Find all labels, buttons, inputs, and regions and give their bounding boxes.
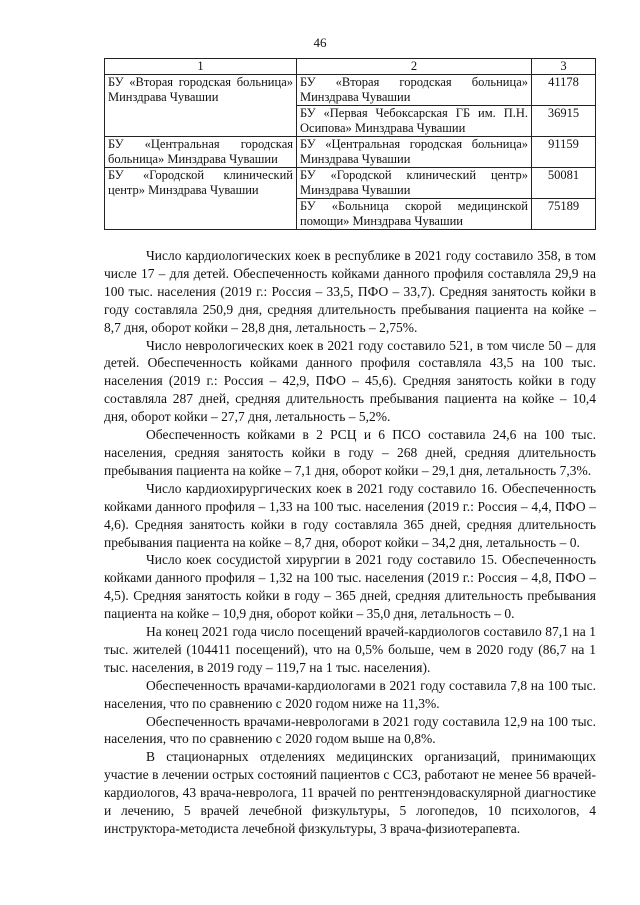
paragraph-neurology-beds: Число неврологических коек в 2021 году составило 521, в том числе 50 – для детей. Обеспеченность койками данного профиля составляла 43,5 на 100 тыс. населения (2019 г.: Россия – 42,9, ПФО – 45,6). Средняя занятость койки в году составляла 287 дней, средняя длительность пребывания пациента на койке – 10,4 дня, оборот койки – 27,7 дня, летальность – 5,2%. [104,337,596,425]
table-row [105,75,596,106]
table-cell-value: 75189 [532,199,596,230]
table-header-cell: 2 [297,59,532,75]
table-cell-value: 41178 [532,75,596,106]
table-row [105,137,596,168]
paragraph-cardiosurgery-beds: Число кардиохирургических коек в 2021 году составило 16. Обеспеченность койками данного профиля – 1,33 на 100 тыс. населения (2019 г.: Россия – 4,4, ПФО – 4,6). Средняя занятость койки в году составляла 365 дней, средняя длительность пребывания пациента на койке – 8,7 дня, оборот койки – 34,2 дня, летальность – 0. [104,480,596,550]
table-cell-value: 36915 [532,106,596,137]
table-cell-organization: БУ «Вторая городская больница» Минздрава Чувашии [297,75,532,106]
table-cell-organization: БУ «Первая Чебоксарская ГБ им. П.Н. Осипова» Минздрава Чувашии [297,106,532,137]
body-text [104,247,596,838]
table-row [105,106,596,137]
table-cell-group: БУ «Вторая городская больница» Минздрава Чувашии [105,75,297,106]
paragraph-cardiologist-staffing: Обеспеченность врачами-кардиологами в 2021 году составила 7,8 на 100 тыс. населения, что по сравнению с 2020 годом ниже на 11,3%. [104,677,596,711]
paragraph-inpatient-staff: В стационарных отделениях медицинских организаций, принимающих участие в лечении острых состояний пациентов с ССЗ, работают не менее 56 врачей-кардиологов, 43 врача-невролога, 11 врачей по рентгенэндоваскулярной диагностике и лечению, 5 врачей лечебной физкультуры, 5 логопедов, 10 психологов, 4 инструктора-методиста лечебной физкультуры, 3 врача-физиотерапевта. [104,749,596,836]
table-cell-group [105,106,297,137]
table-cell-organization: БУ «Центральная городская больница» Минздрава Чувашии [297,137,532,168]
table-cell-group [105,199,297,230]
table-cell-organization: БУ «Городской клинический центр» Минздрава Чувашии [297,168,532,199]
table-cell-group: БУ «Городской клинический центр» Минздрава Чувашии [105,168,297,199]
paragraph-neurologist-staffing: Обеспеченность врачами-неврологами в 2021 году составила 12,9 на 100 тыс. населения, что по сравнению с 2020 годом выше на 0,8%. [104,713,596,747]
table-row [105,168,596,199]
table-header-cell: 3 [532,59,596,75]
hospitals-table [104,58,596,230]
page-number: 46 [313,35,327,50]
paragraph-vascular-surgery-beds: Число коек сосудистой хирургии в 2021 году составило 15. Обеспеченность койками данного профиля – 1,32 на 100 тыс. населения (2019 г.: Россия – 4,8, ПФО – 4,5). Средняя занятость койки в году – 365 дней, средняя длительность пребывания пациента на койке – 10,9 дня, оборот койки – 35,0 дня, летальность – 0. [104,552,596,622]
table-row [105,199,596,230]
paragraph-rsc-pso-beds: Обеспеченность койками в 2 РСЦ и 6 ПСО составила 24,6 на 100 тыс. населения, средняя занятость койки в году – 268 дней, средняя длительность пребывания пациента на койке – 7,1 дня, оборот койки – 29,1 дня, летальность 7,3%. [104,427,596,478]
table-cell-value: 91159 [532,137,596,168]
paragraph-cardiologist-visits: На конец 2021 года число посещений врачей-кардиологов составило 87,1 на 1 тыс. жителей (104411 посещений), что на 0,5% больше, чем в 2020 году (86,7 на 1 тыс. населения, в 2019 году – 119,7 на 1 тыс. населения). [104,624,596,675]
table-cell-organization: БУ «Больница скорой медицинской помощи» Минздрава Чувашии [297,199,532,230]
table-header-row [105,59,596,75]
table-cell-group: БУ «Центральная городская больница» Минздрава Чувашии [105,137,297,168]
paragraph-cardiology-beds: Число кардиологических коек в республике в 2021 году составило 358, в том числе 17 – для детей. Обеспеченность койками данного профиля составляла 29,9 на 100 тыс. населения (2019 г.: Россия – 33,5, ПФО – 33,7). Средняя занятость койки в году составляла 250,9 дня, средняя длительность пребывания пациента на койке – 8,7 дня, оборот койки – 28,8 дня, летальность – 2,75%. [104,248,596,335]
table-cell-value: 50081 [532,168,596,199]
table-header-cell: 1 [105,59,297,75]
